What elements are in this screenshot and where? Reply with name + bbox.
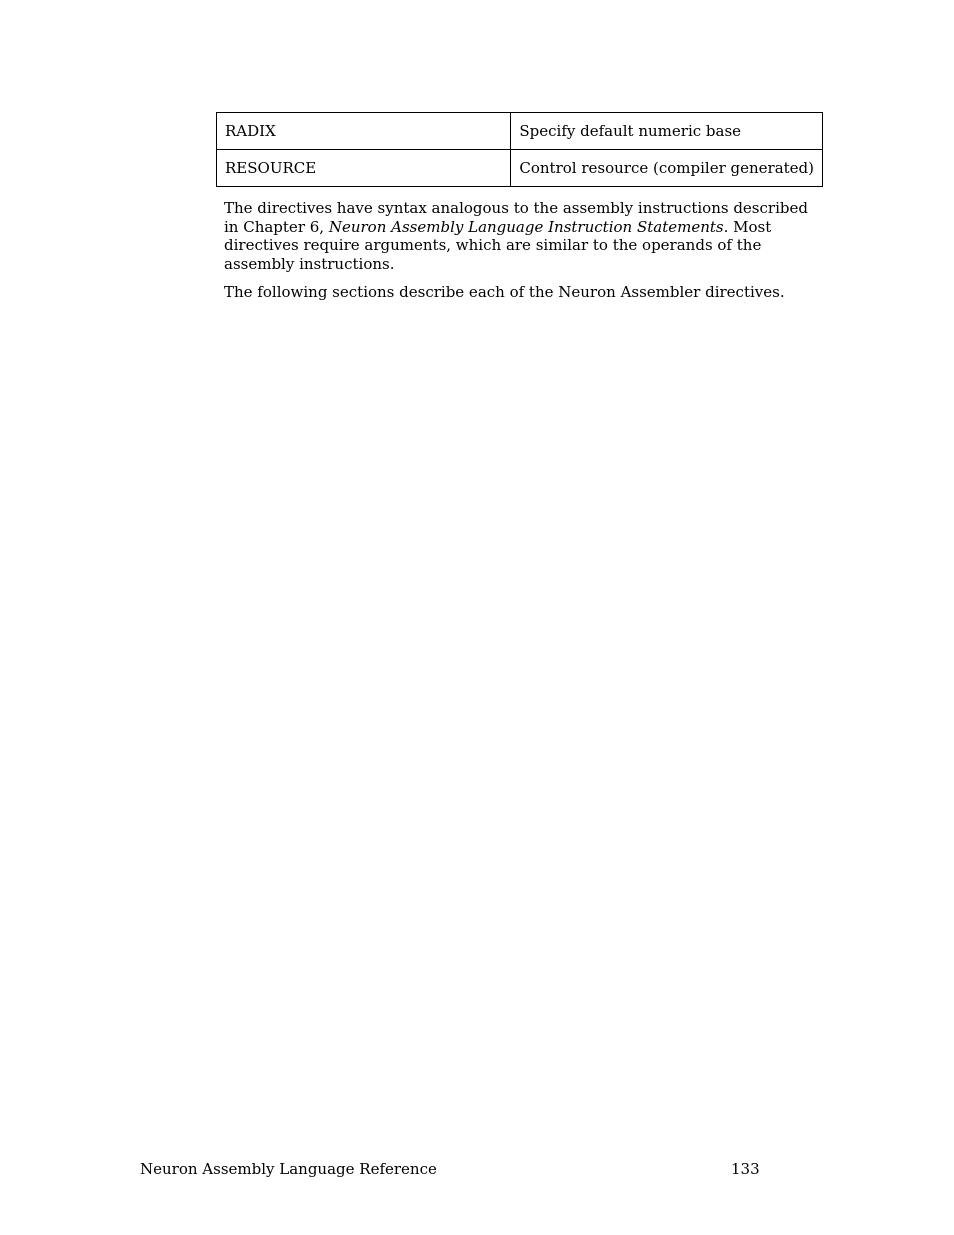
- footer-document-title: Neuron Assembly Language Reference: [140, 1160, 437, 1178]
- table-row: [217, 150, 823, 187]
- body-text: [224, 199, 814, 311]
- paragraph-directives-syntax: [224, 199, 814, 274]
- table-row: [217, 113, 823, 150]
- directive-description-cell: Specify default numeric base: [511, 113, 823, 150]
- paragraph-following-sections: The following sections describe each of the Neuron Assembler directives.: [224, 282, 785, 301]
- paragraph-text: The directives have syntax analogous to the assembly instructions described in Chapter 6,: [224, 199, 808, 236]
- paragraph-text: . Most directives require arguments, which are similar to the operands of the assembly instructions.: [224, 217, 772, 274]
- chapter-title-reference: Neuron Assembly Language Instruction Statements: [328, 217, 724, 236]
- directives-table: [216, 112, 823, 187]
- directive-name-cell: RADIX: [217, 113, 511, 150]
- directive-description-cell: Control resource (compiler generated): [511, 150, 823, 187]
- footer-page-number: 133: [731, 1160, 760, 1178]
- directive-name-cell: RESOURCE: [217, 150, 511, 187]
